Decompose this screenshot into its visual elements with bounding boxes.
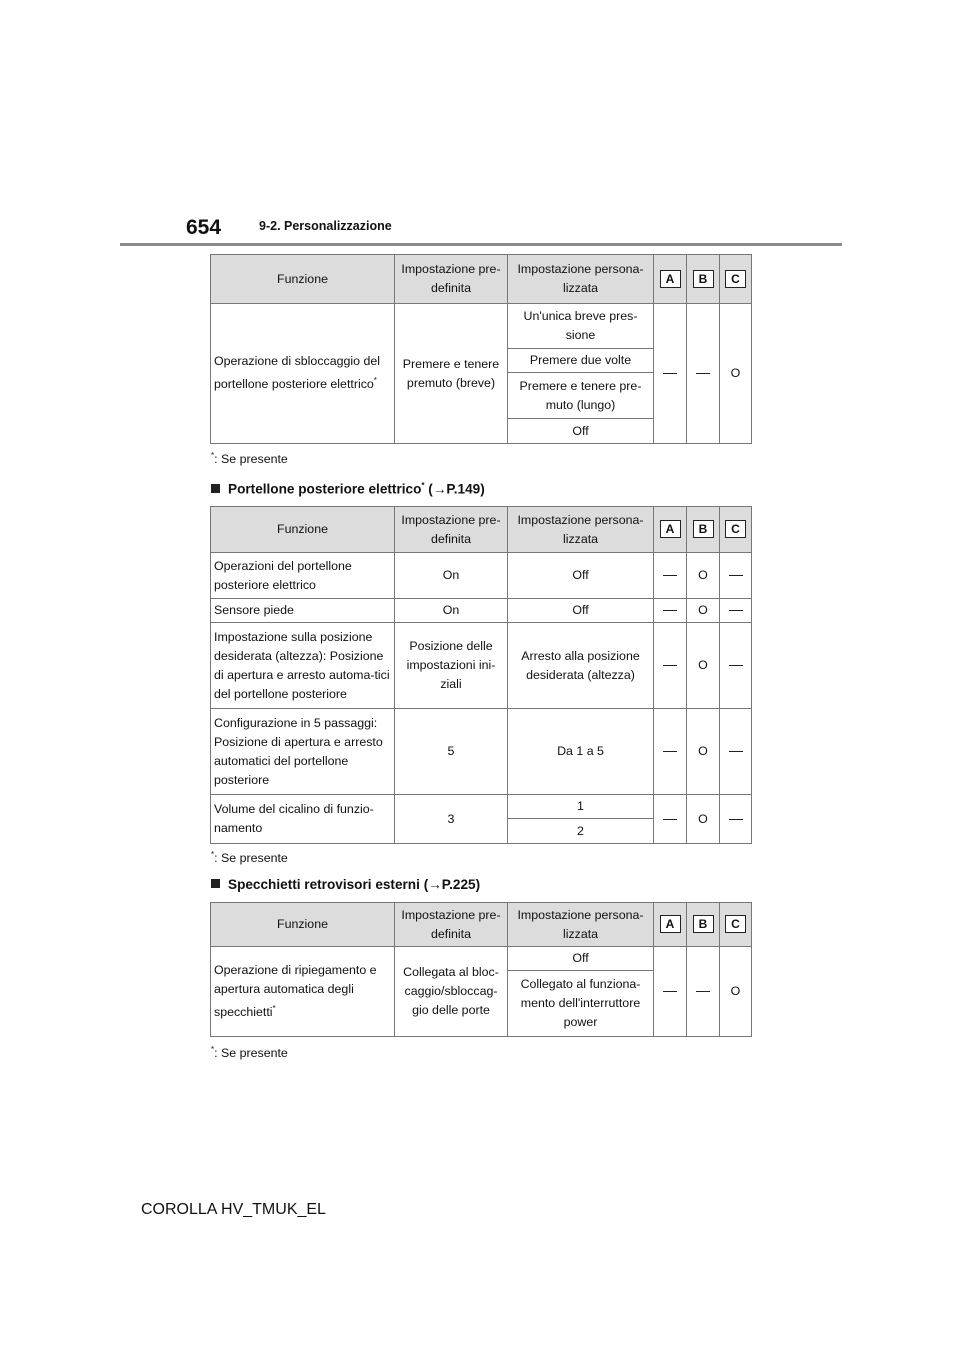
table-row — [211, 795, 752, 819]
dash-icon — [663, 610, 677, 611]
dash-icon — [729, 665, 743, 666]
mark-c-cell — [720, 709, 752, 795]
col-a — [654, 255, 687, 304]
footnote — [211, 850, 288, 865]
mark-b-cell — [687, 947, 720, 1037]
dash-icon — [729, 610, 743, 611]
option-cell: Collegato al funziona-mento dell'interruttore power — [508, 971, 654, 1037]
function-text: Operazione di sbloccaggio del portellone posteriore elettrico — [214, 354, 381, 392]
custom-cell: Off — [508, 599, 654, 623]
mark-a-cell — [654, 599, 687, 623]
function-cell: Operazioni del portellone posteriore elettrico — [211, 553, 395, 599]
col-b — [687, 507, 720, 553]
col-function: Funzione — [211, 903, 395, 947]
default-cell: 3 — [395, 795, 508, 844]
mark-c: C — [725, 520, 746, 538]
footnote-marker: * — [373, 376, 377, 386]
col-function: Funzione — [211, 255, 395, 304]
default-cell: On — [395, 599, 508, 623]
custom-cell: Off — [508, 553, 654, 599]
mark-c-cell — [720, 553, 752, 599]
mark-b: B — [693, 520, 714, 538]
option-cell: Premere e tenere pre-muto (lungo) — [508, 373, 654, 419]
dash-icon — [663, 991, 677, 992]
mark-c-cell — [720, 599, 752, 623]
dash-icon — [663, 751, 677, 752]
table-header-row — [211, 255, 752, 304]
col-c — [720, 903, 752, 947]
mark-a-cell — [654, 947, 687, 1037]
option-cell: 1 — [508, 795, 654, 819]
col-a — [654, 903, 687, 947]
custom-cell: Da 1 a 5 — [508, 709, 654, 795]
table-header-row — [211, 507, 752, 553]
mark-b-cell: O — [687, 709, 720, 795]
default-cell: Collegata al bloc-caggio/sbloccag-gio delle porte — [395, 947, 508, 1037]
mark-b-cell — [687, 304, 720, 444]
function-cell: Sensore piede — [211, 599, 395, 623]
subsection-title: Specchietti retrovisori esterni — [228, 877, 420, 892]
footnote — [211, 1045, 288, 1060]
table-row — [211, 709, 752, 795]
footnote-marker: * — [272, 1003, 276, 1013]
function-cell — [211, 304, 395, 444]
custom-cell: Arresto alla posizione desiderata (altezza) — [508, 623, 654, 709]
mark-b-cell: O — [687, 599, 720, 623]
footnote-text: : Se presente — [214, 452, 288, 467]
mark-c: C — [725, 270, 746, 288]
mark-a-cell — [654, 709, 687, 795]
col-custom: Impostazione persona-lizzata — [508, 507, 654, 553]
col-function: Funzione — [211, 507, 395, 553]
mark-c-cell — [720, 795, 752, 844]
mark-c-cell: O — [720, 947, 752, 1037]
header-rule — [120, 243, 842, 246]
default-cell: Premere e tenere premuto (breve) — [395, 304, 508, 444]
default-cell: Posizione delle impostazioni ini-ziali — [395, 623, 508, 709]
table-row — [211, 599, 752, 623]
subsection-title: Portellone posteriore elettrico — [228, 481, 422, 497]
table-header-row — [211, 903, 752, 947]
default-cell: 5 — [395, 709, 508, 795]
mark-a: A — [660, 915, 681, 933]
page-number: 654 — [186, 216, 222, 239]
mark-c: C — [725, 915, 746, 933]
dash-icon — [663, 665, 677, 666]
footnote-marker: * — [211, 1045, 215, 1054]
table-row — [211, 304, 752, 349]
dash-icon — [663, 575, 677, 576]
document-id: COROLLA HV_TMUK_EL — [141, 1201, 326, 1218]
col-b — [687, 903, 720, 947]
mark-a-cell — [654, 623, 687, 709]
mark-a-cell — [654, 795, 687, 844]
table-row — [211, 623, 752, 709]
col-a — [654, 507, 687, 553]
mark-c-cell — [720, 623, 752, 709]
footnote-text: : Se presente — [214, 1046, 288, 1061]
option-cell: 2 — [508, 819, 654, 844]
col-c — [720, 255, 752, 304]
function-cell: Volume del cicalino di funzio-namento — [211, 795, 395, 844]
square-bullet-icon — [211, 484, 220, 493]
dash-icon — [663, 373, 677, 374]
subsection-heading — [211, 877, 480, 892]
option-cell: Premere due volte — [508, 349, 654, 373]
col-default: Impostazione pre-definita — [395, 255, 508, 304]
table-row — [211, 947, 752, 971]
subsection-heading — [211, 481, 485, 497]
mark-a: A — [660, 520, 681, 538]
mark-b: B — [693, 270, 714, 288]
page-reference: (→P.225) — [423, 877, 481, 892]
option-cell: Off — [508, 419, 654, 444]
mark-b-cell: O — [687, 795, 720, 844]
col-default: Impostazione pre-definita — [395, 903, 508, 947]
function-cell: Impostazione sulla posizione desiderata (altezza): Posizione di apertura e arresto automa-tici del portellone posteriore — [211, 623, 395, 709]
col-custom: Impostazione persona-lizzata — [508, 903, 654, 947]
table-tailgate-unlock — [210, 254, 752, 444]
footnote-marker: * — [421, 481, 425, 490]
function-text: Operazione di ripiegamento e apertura automatica degli specchietti — [214, 962, 377, 1020]
option-cell: Off — [508, 947, 654, 971]
table-power-tailgate — [210, 506, 752, 844]
dash-icon — [696, 991, 710, 992]
footnote-marker: * — [211, 850, 215, 859]
option-cell: Un'unica breve pres-sione — [508, 304, 654, 349]
mark-c-cell: O — [720, 304, 752, 444]
mark-a-cell — [654, 304, 687, 444]
footnote — [211, 451, 288, 466]
footnote-text: : Se presente — [214, 851, 288, 866]
col-default: Impostazione pre-definita — [395, 507, 508, 553]
mark-b-cell: O — [687, 623, 720, 709]
footnote-marker: * — [211, 451, 215, 460]
col-b — [687, 255, 720, 304]
section-title: 9-2. Personalizzazione — [259, 219, 392, 233]
table-row — [211, 553, 752, 599]
col-c — [720, 507, 752, 553]
square-bullet-icon — [211, 879, 220, 888]
mark-a-cell — [654, 553, 687, 599]
default-cell: On — [395, 553, 508, 599]
mark-a: A — [660, 270, 681, 288]
mark-b-cell: O — [687, 553, 720, 599]
page-reference: (→P.149) — [428, 481, 485, 497]
dash-icon — [663, 819, 677, 820]
dash-icon — [729, 575, 743, 576]
dash-icon — [696, 373, 710, 374]
table-mirrors — [210, 902, 752, 1037]
col-custom: Impostazione persona-lizzata — [508, 255, 654, 304]
dash-icon — [729, 751, 743, 752]
function-cell: Configurazione in 5 passaggi: Posizione di apertura e arresto automatici del portellone posteriore — [211, 709, 395, 795]
function-cell — [211, 947, 395, 1037]
mark-b: B — [693, 915, 714, 933]
dash-icon — [729, 819, 743, 820]
